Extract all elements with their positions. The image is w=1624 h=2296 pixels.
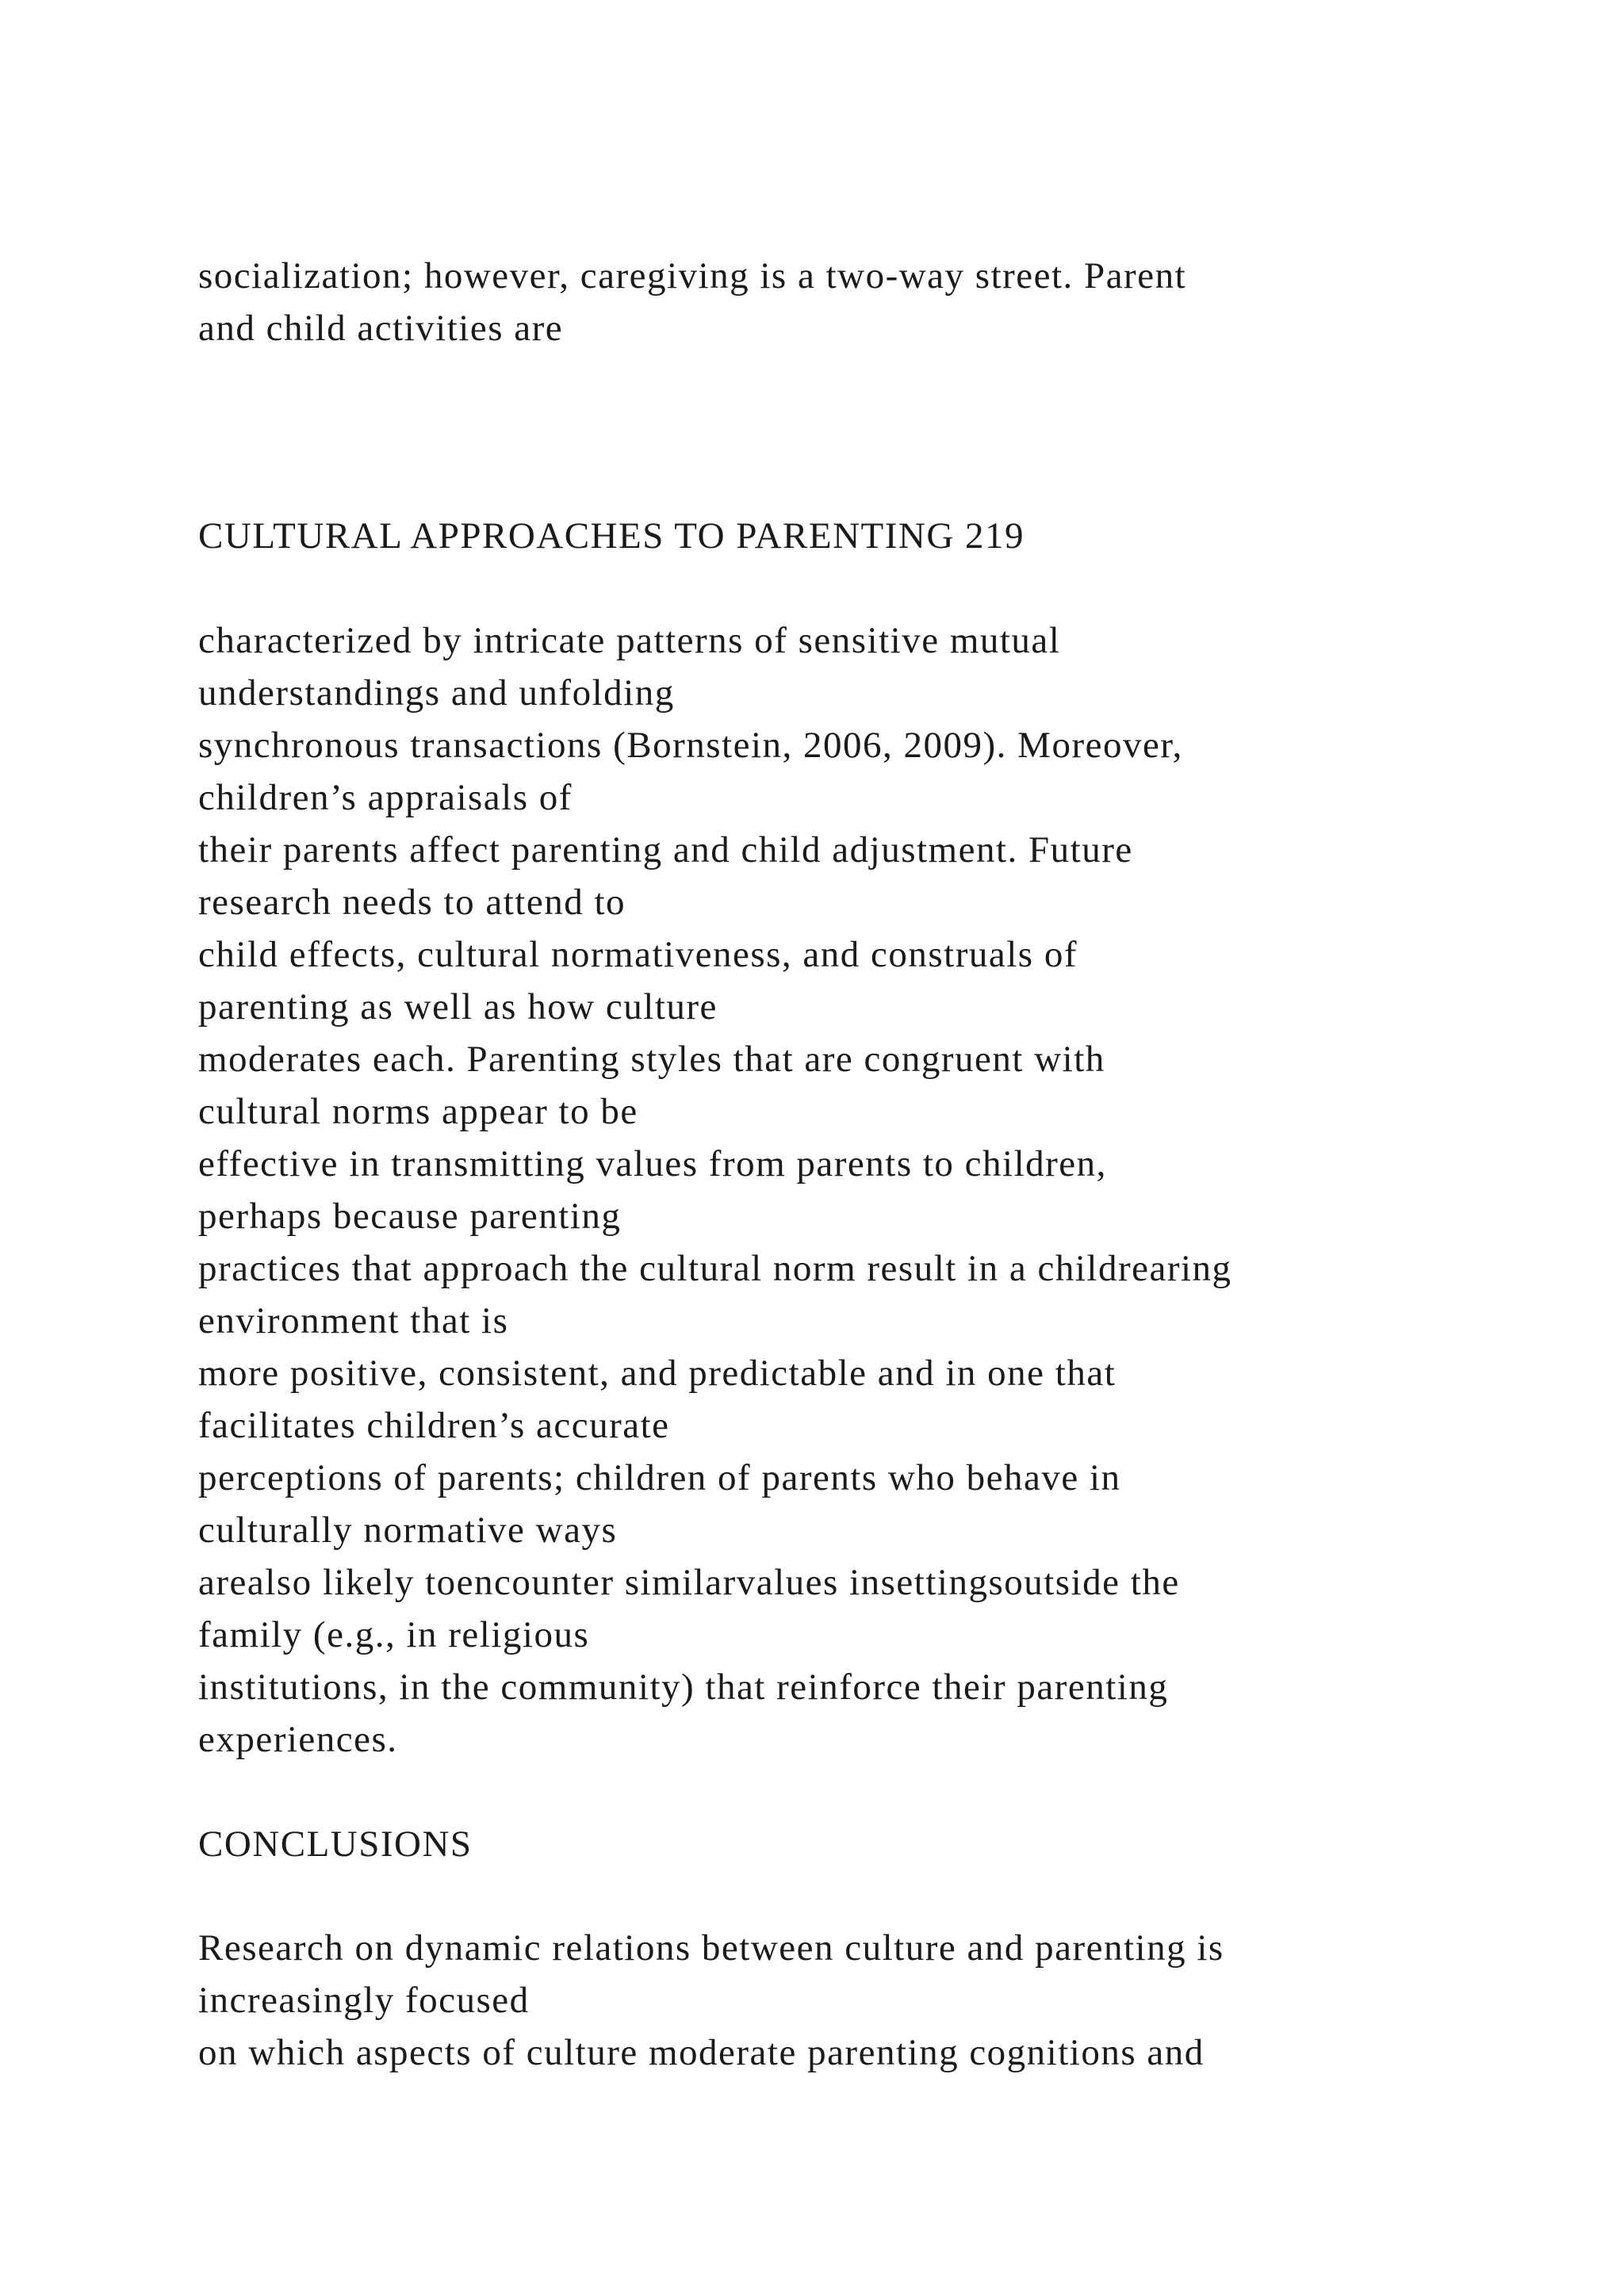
- text-line: culturally normative ways: [198, 1510, 618, 1551]
- text-line: cultural norms appear to be: [198, 1091, 638, 1132]
- text-line: family (e.g., in religious: [198, 1614, 590, 1655]
- text-line: on which aspects of culture moderate parenting cognitions and: [198, 2032, 1205, 2073]
- text-line: institutions, in the community) that reinforce their parenting: [198, 1667, 1169, 1708]
- body-paragraph: [198, 614, 1546, 1766]
- text-line: practices that approach the cultural norm result in a childrearing: [198, 1248, 1232, 1289]
- text-line: parenting as well as how culture: [198, 986, 718, 1027]
- text-line: research needs to attend to: [198, 882, 626, 923]
- section-heading-text: CONCLUSIONS: [198, 1823, 473, 1865]
- text-line: Research on dynamic relations between culture and parenting is: [198, 1927, 1224, 1969]
- conclusions-paragraph: [198, 1922, 1546, 2079]
- text-line: understandings and unfolding: [198, 672, 675, 714]
- text-line: synchronous transactions (Bornstein, 2006, 2009). Moreover,: [198, 725, 1183, 766]
- text-line: characterized by intricate patterns of sensitive mutual: [198, 620, 1061, 661]
- text-line: moderates each. Parenting styles that are congruent with: [198, 1039, 1105, 1080]
- text-line: children’s appraisals of: [198, 777, 573, 818]
- text-line: child effects, cultural normativeness, and construals of: [198, 934, 1078, 975]
- text-line: their parents affect parenting and child adjustment. Future: [198, 829, 1133, 871]
- intro-paragraph: [198, 250, 1546, 354]
- text-line: effective in transmitting values from parents to children,: [198, 1143, 1107, 1184]
- running-header: [198, 510, 1546, 562]
- text-line: more positive, consistent, and predictable and in one that: [198, 1353, 1116, 1394]
- text-line: and child activities are: [198, 308, 564, 349]
- section-heading: [198, 1818, 1546, 1870]
- text-line: environment that is: [198, 1300, 509, 1341]
- text-line: socialization; however, caregiving is a two-way street. Parent: [198, 255, 1187, 297]
- text-line: facilitates children’s accurate: [198, 1405, 670, 1446]
- text-line: perhaps because parenting: [198, 1196, 622, 1237]
- running-header-text: CULTURAL APPROACHES TO PARENTING 219: [198, 515, 1025, 557]
- text-line: arealso likely toencounter similarvalues insettingsoutside the: [198, 1562, 1180, 1603]
- text-line: perceptions of parents; children of parents who behave in: [198, 1457, 1121, 1498]
- text-line: experiences.: [198, 1719, 398, 1760]
- text-line: increasingly focused: [198, 1980, 530, 2021]
